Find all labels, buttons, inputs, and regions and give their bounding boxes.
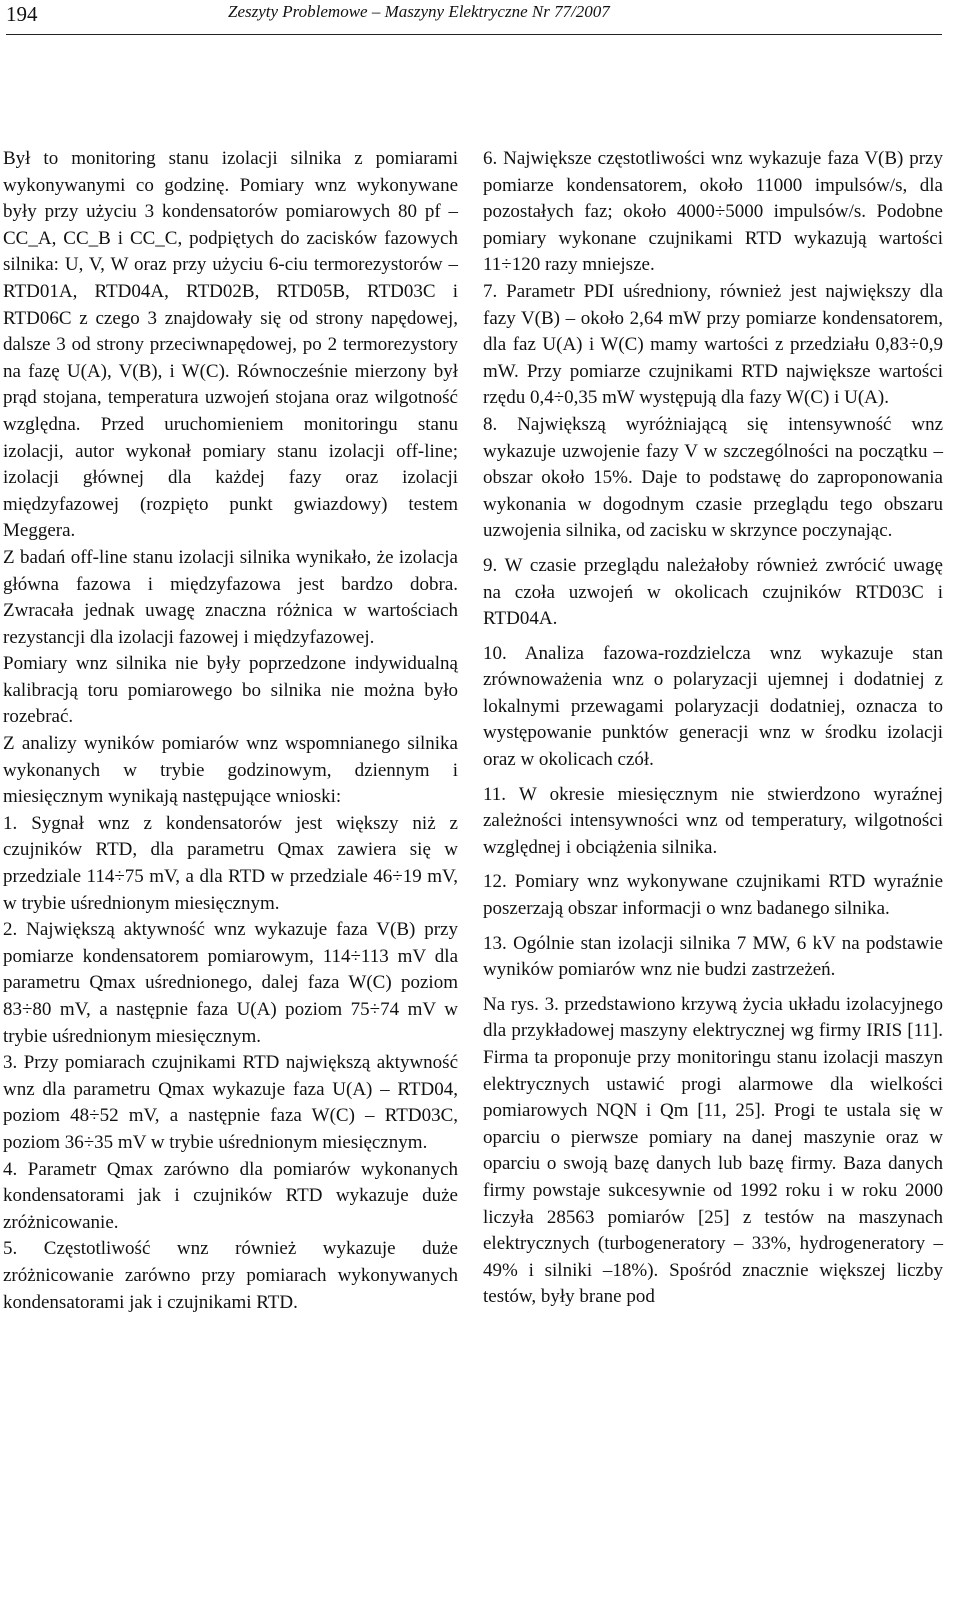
paragraph: Na rys. 3. przedstawiono krzywą życia układu izolacyjnego dla przykładowej maszyny elektrycznej wg firmy IRIS [11]. Firma ta proponuje przy monitoringu stanu izolacji maszyn elektrycznych ustawić progi alarmowe dla wielkości pomiarowych NQN i Qm [11, 25]. Progi te ustala się w oparciu o pierwsze pomiary na danej maszynie oraz w oparciu o swoją bazę danych lub bazę firmy. Baza danych firmy powstaje sukcesywnie od 1992 roku i w roku 2000 liczyła 28563 pomiarów [25] z testów na maszynach elektrycznych (turbogeneratory – 33%, hydrogeneratory –49% i silniki –18%). Spośród znacznie większej liczby testów, były brane pod (483, 993, 943, 1308)
conclusion-item: 12. Pomiary wnz wykonywane czujnikami RTD wyraźnie poszerzają obszar informacji o wnz badanego silnika. (483, 871, 943, 920)
conclusion-item: 9. W czasie przeglądu należałoby również zwrócić uwagę na czoła uzwojeń w okolicach czujników RTD03C i RTD04A. (483, 554, 943, 630)
conclusion-item: 6. Największe częstotliwości wnz wykazuje faza V(B) przy pomiarze kondensatorem, około 11000 impulsów/s, dla pozostałych faz; około 4000÷5000 impulsów/s. Podobne pomiary wykonane czujnikami RTD wykazują wartości 11÷120 razy mniejsze. (483, 148, 943, 276)
journal-title: Zeszyty Problemowe – Maszyny Elektryczne Nr 77/2007 (228, 2, 610, 21)
conclusion-item: 13. Ogólnie stan izolacji silnika 7 MW, 6 kV na podstawie wyników pomiarów wnz nie budzi zastrzeżeń. (483, 932, 943, 981)
left-column (3, 146, 458, 1316)
conclusion-item: 5. Częstotliwość wnz również wykazuje duże zróżnicowanie zarówno przy pomiarach wykonywanych kondensatorami jak i czujnikami RTD. (3, 1238, 458, 1313)
paragraph: Był to monitoring stanu izolacji silnika z pomiarami wykonywanymi co godzinę. Pomiary wnz wykonywane były przy użyciu 3 kondensatorów pomiarowych 80 pf – CC_A, CC_B i CC_C, podpiętych do zacisków fazowych silnika: U, V, W oraz przy użyciu 6-ciu termorezystorów – RTD01A, RTD04A, RTD02B, RTD05B, RTD03C i RTD06C z czego 3 znajdowały się od strony napędowej, dalsze 3 od strony przeciwnapędowej, po 2 termorezystory na fazę U(A), V(B), i W(C). Równocześnie mierzony był prąd stojana, temperatura uzwojeń stojana oraz wilgotność względna. Przed uruchomieniem monitoringu stanu izolacji, autor wykonał pomiary stanu izolacji off-line; izolacji głównej dla każdej fazy oraz izolacji międzyfazowej (rozpięto punkt gwiazdowy) testem Meggera. (3, 148, 458, 542)
conclusion-item: 7. Parametr PDI uśredniony, również jest największy dla fazy V(B) – około 2,64 mW przy pomiarze kondensatorem, dla faz U(A) i W(C) mamy wartości z przedziału 0,83÷0,9 mW. Przy pomiarze czujnikami RTD największe wartości rzędu 0,4÷0,35 mW występują dla fazy W(C) i U(A). (483, 280, 943, 409)
conclusion-item: 2. Największą aktywność wnz wykazuje faza V(B) przy pomiarze kondensatorem pomiarowym, 114÷113 mV dla parametru Qmax uśrednionego, dalej faza W(C) poziom 83÷80 mV, a następnie faza U(A) poziom 75÷74 mV w trybie uśrednionym miesięcznym. (3, 919, 458, 1047)
right-column (483, 146, 943, 1311)
paragraph: Z analizy wyników pomiarów wnz wspomnianego silnika wykonanych w trybie godzinowym, dziennym i miesięcznym wynikają następujące wnioski: (3, 733, 458, 808)
header-rule (6, 34, 942, 35)
conclusion-item: 11. W okresie miesięcznym nie stwierdzono wyraźnej zależności intensywności wnz od temperatury, wilgotności względnej i obciążenia silnika. (483, 783, 943, 858)
page-number: 194 (6, 2, 38, 26)
page-header (0, 0, 960, 30)
conclusion-item: 10. Analiza fazowa-rozdzielcza wnz wykazuje stan zrównoważenia wnz o polaryzacji ujemnej i dodatniej z lokalnymi przewagami polaryzacji dodatniej, oznacza to występowanie punktów generacji wnz w środku izolacji oraz w okolicach czół. (483, 642, 943, 771)
conclusion-item: 1. Sygnał wnz z kondensatorów jest większy niż z czujników RTD, dla parametru Qmax zawiera się w przedziale 114÷75 mV, a dla RTD w przedziale 46÷19 mV, w trybie uśrednionym miesięcznym. (3, 812, 458, 914)
conclusion-item: 8. Największą wyróżniającą się intensywność wnz wykazuje uzwojenie fazy V w szczególności na początku – obszar około 15%. Daje to podstawę do zaproponowania wykonania w dogodnym czasie przeglądu tego obszaru uzwojenia silnika, od zacisku w skrzynce poczynając. (483, 413, 943, 542)
paragraph: Z badań off-line stanu izolacji silnika wynikało, że izolacja główna fazowa i międzyfazowa jest bardzo dobra. Zwracała jednak uwagę znaczna różnica w wartościach rezystancji dla izolacji fazowej i międzyfazowej. (3, 546, 458, 648)
paragraph: Pomiary wnz silnika nie były poprzedzone indywidualną kalibracją toru pomiarowego bo silnika nie można było rozebrać. (3, 653, 458, 728)
conclusion-item: 3. Przy pomiarach czujnikami RTD największą aktywność wnz dla parametru Qmax wykazuje faza U(A) – RTD04, poziom 48÷52 mV, a następnie faza W(C) – RTD03C, poziom 36÷35 mV w trybie uśrednionym miesięcznym. (3, 1052, 458, 1153)
conclusion-item: 4. Parametr Qmax zarówno dla pomiarów wykonanych kondensatorami jak i czujników RTD wykazuje duże zróżnicowanie. (3, 1158, 458, 1233)
